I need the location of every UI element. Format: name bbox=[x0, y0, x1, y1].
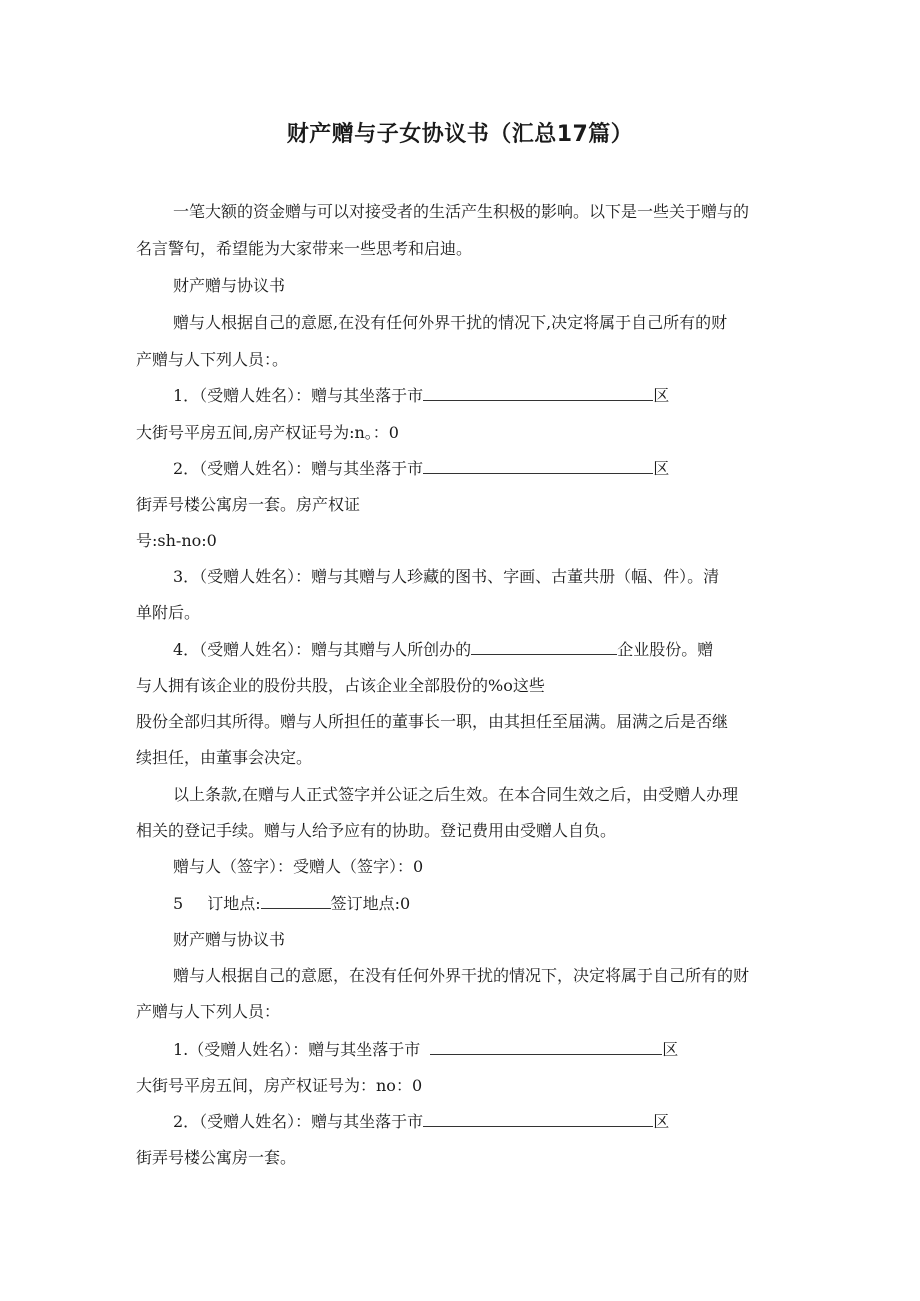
paragraph-line: 街弄号楼公寓房一套。 bbox=[136, 1148, 297, 1167]
paragraph-line: 续担任，由董事会决定。 bbox=[136, 748, 313, 767]
paragraph-line: 赠与人根据自己的意愿，在没有任何外界干扰的情况下，决定将属于自己所有的财 bbox=[173, 966, 750, 985]
paragraph-line: 街弄号楼公寓房一套。房产权证 bbox=[136, 495, 361, 514]
paragraph-line: 股份全部归其所得。赠与人所担任的董事长一职，由其担任至届满。届满之后是否继 bbox=[136, 712, 729, 731]
paragraph-line: 产赠与人下列人员：。 bbox=[136, 350, 289, 369]
fill-blank bbox=[430, 1040, 662, 1055]
section-heading: 财产赠与协议书 bbox=[173, 930, 286, 949]
clause-text: 1．（受赠人姓名）：赠与其坐落于市 bbox=[173, 386, 424, 405]
paragraph-line: 单附后。 bbox=[136, 603, 201, 622]
paragraph-line: 号:sh-no:0 bbox=[136, 531, 217, 550]
paragraph-line: 大街号平房五间,房产权证号为:n。：0 bbox=[136, 423, 399, 442]
fill-blank bbox=[423, 386, 653, 401]
paragraph-line: 产赠与人下列人员： bbox=[136, 1002, 281, 1021]
clause-text: 企业股份。赠 bbox=[617, 640, 714, 659]
clause-line bbox=[173, 386, 669, 406]
clause-text: 区 bbox=[653, 459, 670, 478]
signature-line: 赠与人（签字）：受赠人（签字）：0 bbox=[173, 857, 424, 876]
paragraph-line: 一笔大额的资金赠与可以对接受者的生活产生积极的影响。以下是一些关于赠与的 bbox=[173, 202, 750, 221]
clause-text: 区 bbox=[653, 386, 670, 405]
paragraph-line: 以上条款,在赠与人正式签字并公证之后生效。在本合同生效之后，由受赠人办理 bbox=[173, 785, 739, 804]
clause-line bbox=[173, 1112, 669, 1132]
fill-blank bbox=[471, 640, 617, 655]
clause-line bbox=[173, 459, 669, 479]
paragraph-line: 赠与人根据自己的意愿,在没有任何外界干扰的情况下,决定将属于自己所有的财 bbox=[173, 313, 728, 332]
fill-blank bbox=[261, 894, 331, 909]
document-title: 财产赠与子女协议书（汇总17篇） bbox=[286, 122, 634, 147]
paragraph-line: 名言警句，希望能为大家带来一些思考和启迪。 bbox=[136, 239, 473, 258]
clause-line bbox=[173, 1040, 678, 1060]
clause-text: 4．（受赠人姓名）：赠与其赠与人所创办的 bbox=[173, 640, 472, 659]
paragraph-line: 与人拥有该企业的股份共股，占该企业全部股份的%o这些 bbox=[136, 676, 545, 695]
fill-blank bbox=[423, 1112, 653, 1127]
clause-text: 区 bbox=[662, 1040, 679, 1059]
section-heading: 财产赠与协议书 bbox=[173, 276, 286, 295]
clause-text: 签订地点:0 bbox=[330, 894, 411, 913]
paragraph-line: 相关的登记手续。赠与人给予应有的协助。登记费用由受赠人自负。 bbox=[136, 821, 617, 840]
place-line bbox=[173, 894, 410, 914]
clause-text: 区 bbox=[653, 1112, 670, 1131]
clause-text: 2．（受赠人姓名）：赠与其坐落于市 bbox=[173, 459, 424, 478]
clause-number: 5 bbox=[173, 894, 184, 913]
paragraph-line: 大街号平房五间，房产权证号为：no：0 bbox=[136, 1076, 423, 1095]
clause-text: 1.（受赠人姓名）：赠与其坐落于市 bbox=[173, 1040, 421, 1059]
paragraph-line: 3．（受赠人姓名）：赠与其赠与人珍藏的图书、字画、古董共册（幅、件）。清 bbox=[173, 567, 720, 586]
clause-text: 2．（受赠人姓名）：赠与其坐落于市 bbox=[173, 1112, 424, 1131]
clause-line bbox=[173, 640, 713, 660]
clause-text: 订地点: bbox=[207, 894, 261, 913]
fill-blank bbox=[423, 459, 653, 474]
